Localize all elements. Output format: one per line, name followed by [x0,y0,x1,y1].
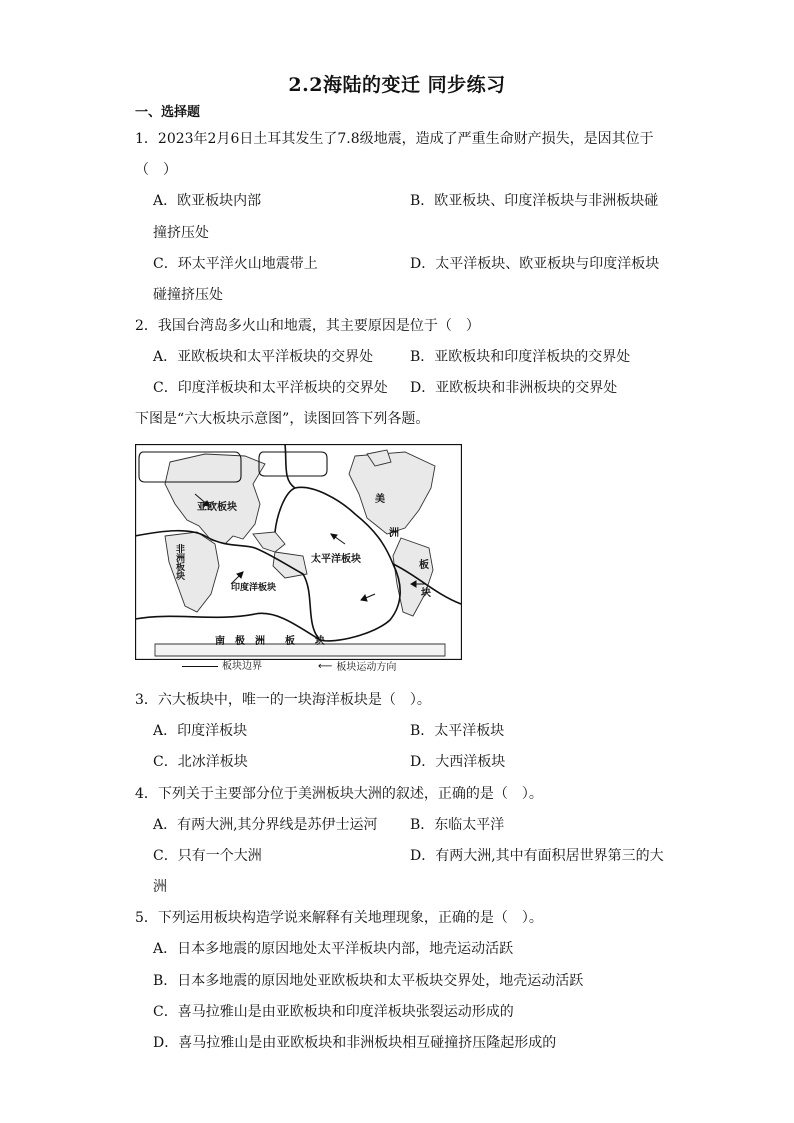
label-america-2: 洲 [389,528,399,539]
label-antarctic-plate: 南 极 洲 板 块 [215,636,325,647]
q2-stem: 2．我国台湾岛多火山和地震，其主要原因是位于（ ） [135,318,480,334]
label-eurasia-plate: 亚欧板块 [197,502,237,513]
q2-option-d: D．亚欧板块和非洲板块的交界处 [410,380,618,396]
q2-option-b: B．亚欧板块和印度洋板块的交界处 [410,349,631,365]
q5-option-c: C．喜马拉雅山是由亚欧板块和印度洋板块张裂运动形成的 [153,1004,514,1020]
q5-option-d: D．喜马拉雅山是由亚欧板块和非洲板块相互碰撞挤压隆起形成的 [153,1035,557,1051]
q2-option-c: C．印度洋板块和太平洋板块的交界处 [153,380,388,396]
q4-stem: 4．下列关于主要部分位于美洲板块大洲的叙述，正确的是（ ）。 [135,786,543,802]
legend-boundary-label: 板块边界 [222,661,262,672]
q1-option-b-cont: 撞挤压处 [153,225,209,241]
plate-map [135,444,462,660]
q4-option-d-cont: 洲 [153,879,167,895]
label-africa-plate: 非洲板块 [174,544,184,580]
q2-option-a: A．亚欧板块和太平洋板块的交界处 [153,349,374,365]
q1-option-c: C．环太平洋火山地震带上 [153,256,318,272]
arrow-left-icon: ⟵ [318,661,333,672]
label-america-4: 块 [421,588,431,599]
q1-stem-line2: （ ） [135,162,177,178]
q4-option-a: A．有两大洲,其分界线是苏伊士运河 [153,817,378,833]
q4-option-c: C．只有一个大洲 [153,848,262,864]
q1-option-d: D．太平洋板块、欧亚板块与印度洋板块 [410,256,660,272]
q1-option-d-cont: 碰撞挤压处 [153,287,223,303]
q5-stem: 5．下列运用板块构造学说来解释有关地理现象，正确的是（ ）。 [135,910,543,926]
label-america-1: 美 [375,494,385,505]
q3-option-b: B．太平洋板块 [410,723,505,739]
q1-option-b: B．欧亚板块、印度洋板块与非洲板块碰 [410,193,659,209]
q4-option-b: B．东临太平洋 [410,817,505,833]
legend-boundary [182,661,262,673]
label-pacific-plate: 太平洋板块 [311,554,361,565]
q3-option-c: C．北冰洋板块 [153,754,248,770]
q3-option-d: D．大西洋板块 [410,754,506,770]
legend-direction-label: 板块运动方向 [336,662,397,673]
q5-option-a: A．日本多地震的原因地处太平洋板块内部，地壳运动活跃 [153,941,514,957]
map-intro: 下图是“六大板块示意图”，读图回答下列各题。 [135,411,430,427]
q5-option-b: B．日本多地震的原因地处亚欧板块和太平板块交界处，地壳运动活跃 [153,973,584,989]
label-america-3: 板 [419,560,429,571]
legend-boundary-line-icon [182,666,218,667]
q1-option-a: A．欧亚板块内部 [153,193,262,209]
section-heading: 一、选择题 [135,105,201,120]
legend-direction [318,661,396,674]
label-indian-plate: 印度洋板块 [231,583,277,593]
q4-option-d: D．有两大洲,其中有面积居世界第三的大 [410,848,664,864]
q3-option-a: A．印度洋板块 [153,723,248,739]
q3-stem: 3．六大板块中，唯一的一块海洋板块是（ ）。 [135,692,431,708]
q1-stem-line1: 1．2023年2月6日土耳其发生了7.8级地震，造成了严重生命财产损失，是因其位于 [135,131,654,147]
page-title: 2.2海陆的变迁 同步练习 [288,74,506,96]
